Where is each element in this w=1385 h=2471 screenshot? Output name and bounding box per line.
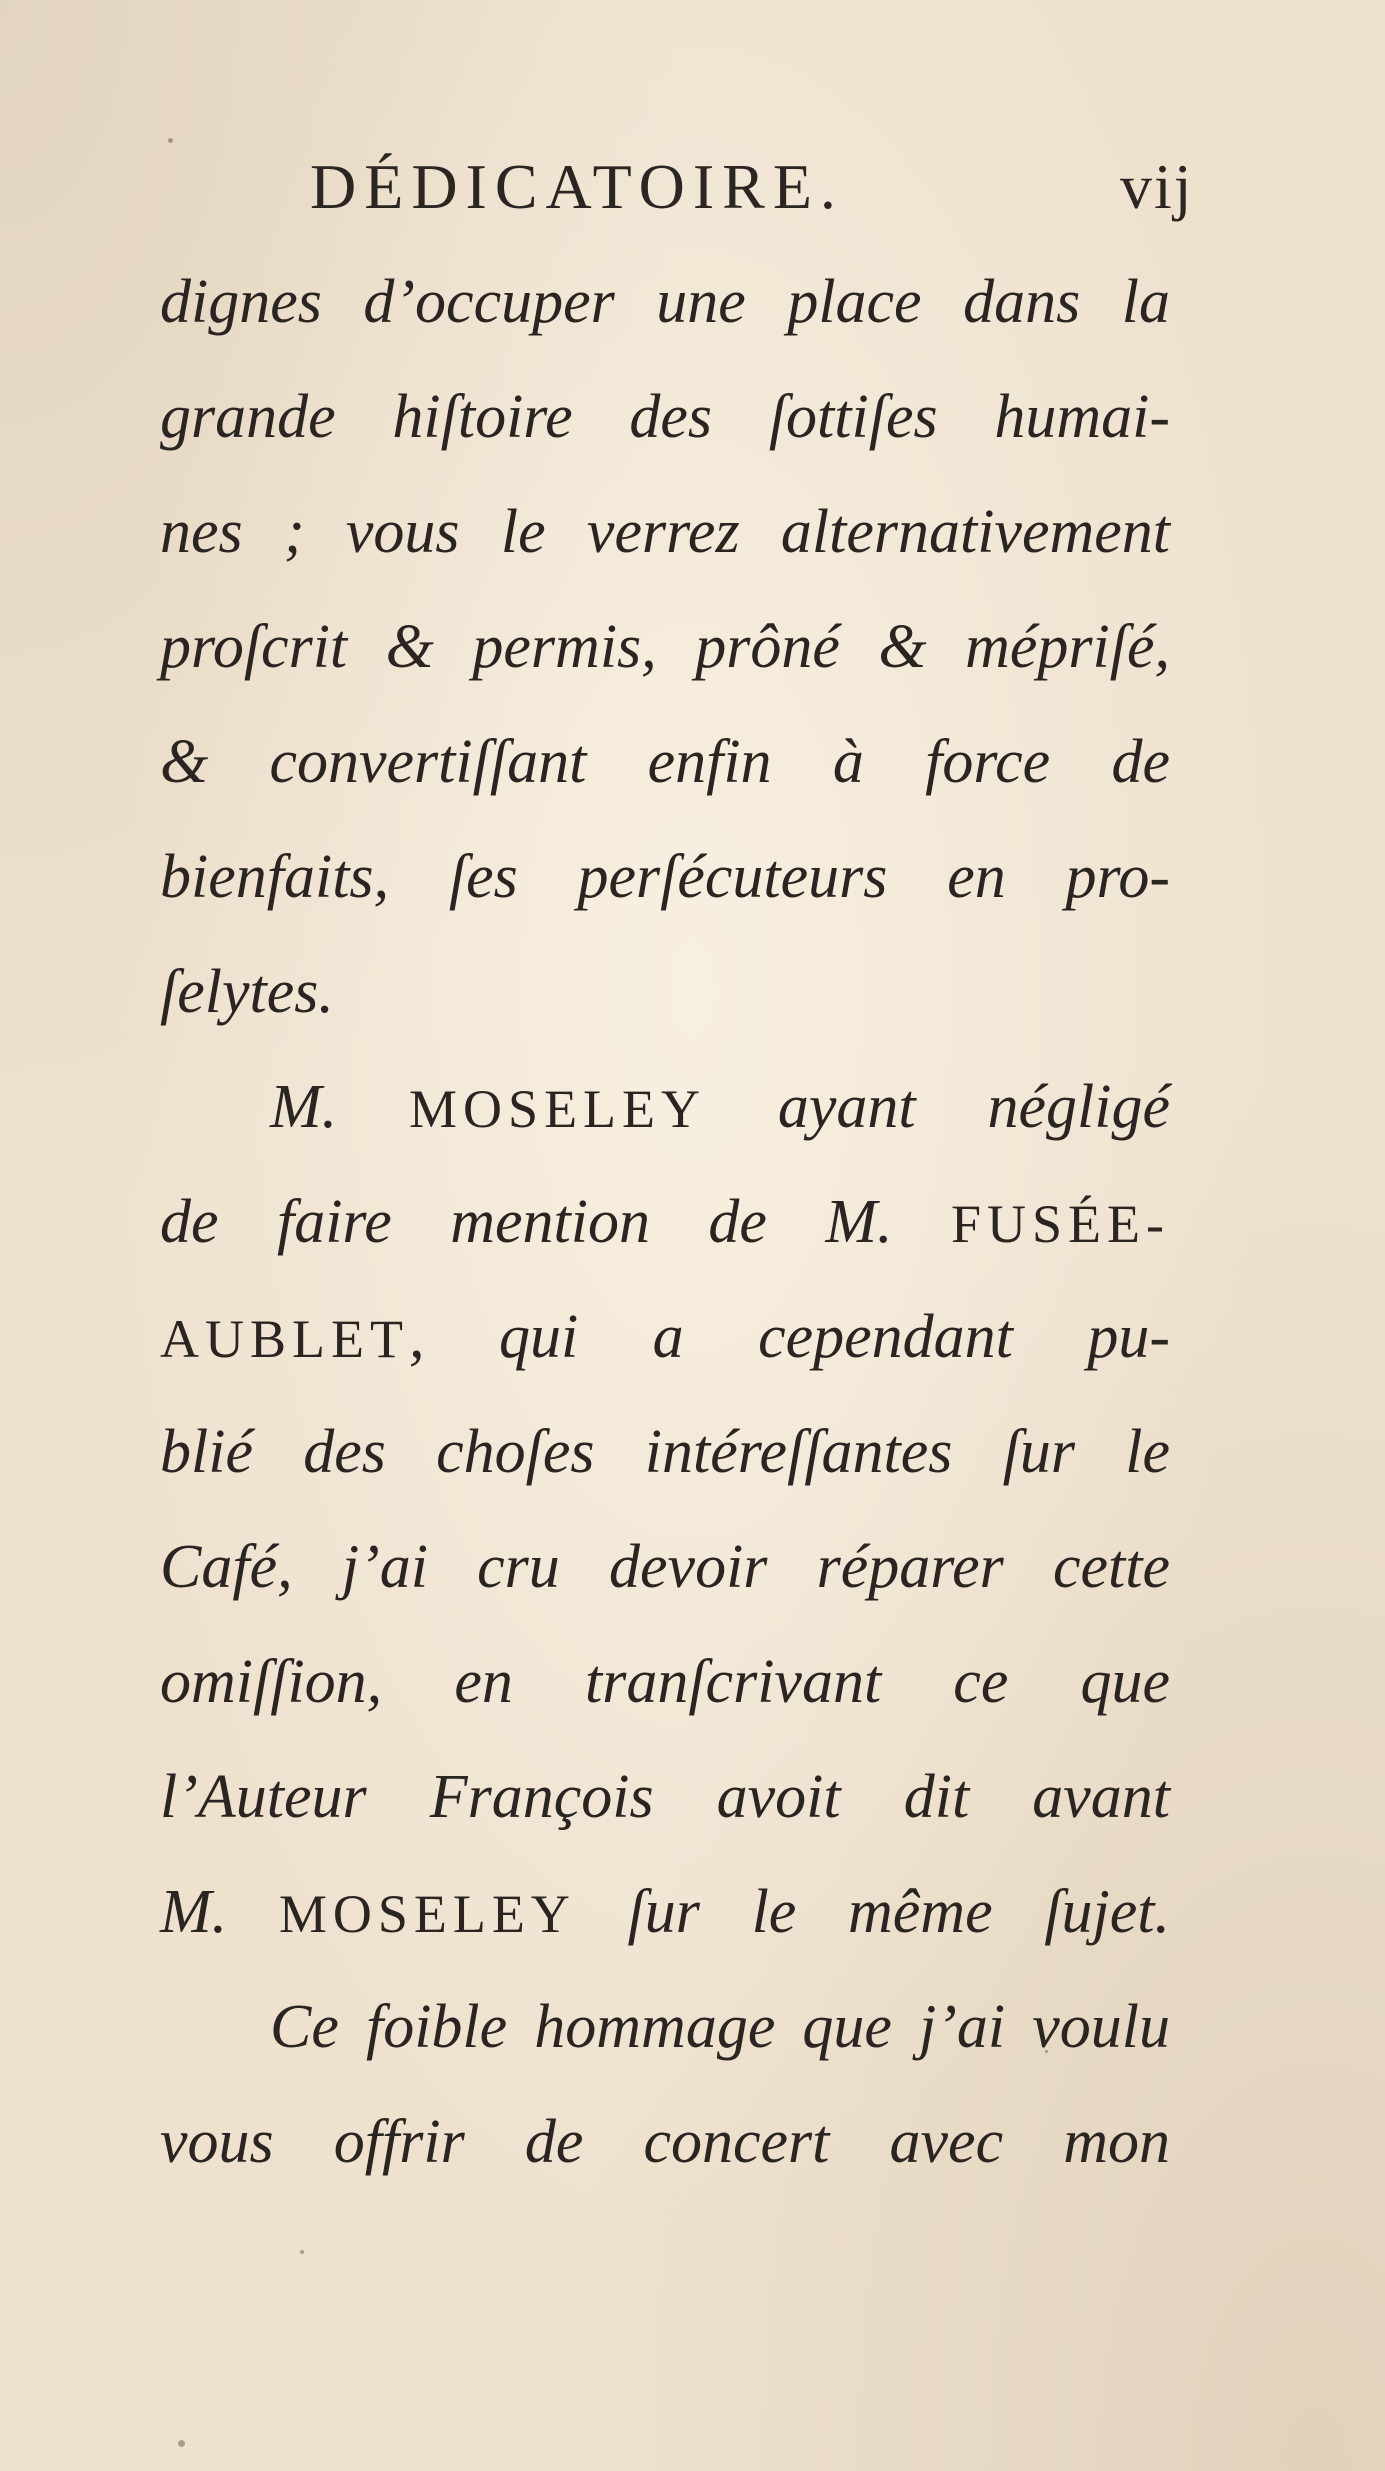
page-number: vij: [1120, 151, 1194, 222]
running-head-title: DÉDICATOIRE.: [310, 151, 844, 222]
text-line: de faire mention de M. FUSÉE-: [160, 1188, 1170, 1256]
text-line: AUBLET, qui a cependant pu-: [160, 1303, 1170, 1371]
paper-speck: [300, 2250, 304, 2254]
text-line: ſelytes.: [160, 958, 334, 1026]
text-line: Café, j’ai cru devoir réparer cette: [160, 1533, 1170, 1601]
paper-speck: [168, 138, 173, 143]
paragraph-start-line: Ce foible hommage que j’ai voulu: [270, 1993, 1170, 2061]
text-line: nes ; vous le verrez alternativement: [160, 498, 1170, 566]
running-head: [310, 150, 1210, 230]
text-line: omiſſion, en tranſcrivant ce que: [160, 1648, 1170, 1716]
text-line: grande hiſtoire des ſottiſes humai-: [160, 383, 1170, 451]
paper-speck: [1045, 2050, 1048, 2053]
text-line: proſcrit & permis, prôné & mépriſé,: [160, 613, 1170, 681]
text-line: & convertiſſant enfin à force de: [160, 728, 1170, 796]
text-line: M. MOSELEY ſur le même ſujet.: [160, 1878, 1170, 1946]
text-line: blié des choſes intéreſſantes ſur le: [160, 1418, 1170, 1486]
text-line: bienfaits, ſes perſécuteurs en pro-: [160, 843, 1170, 911]
paper-speck: [178, 2440, 185, 2447]
text-line: dignes d’occuper une place dans la: [160, 268, 1170, 336]
text-line: l’Auteur François avoit dit avant: [160, 1763, 1170, 1831]
text-line: vous offrir de concert avec mon: [160, 2108, 1170, 2176]
paragraph-start-line: M. MOSELEY ayant négligé: [270, 1073, 1171, 1141]
